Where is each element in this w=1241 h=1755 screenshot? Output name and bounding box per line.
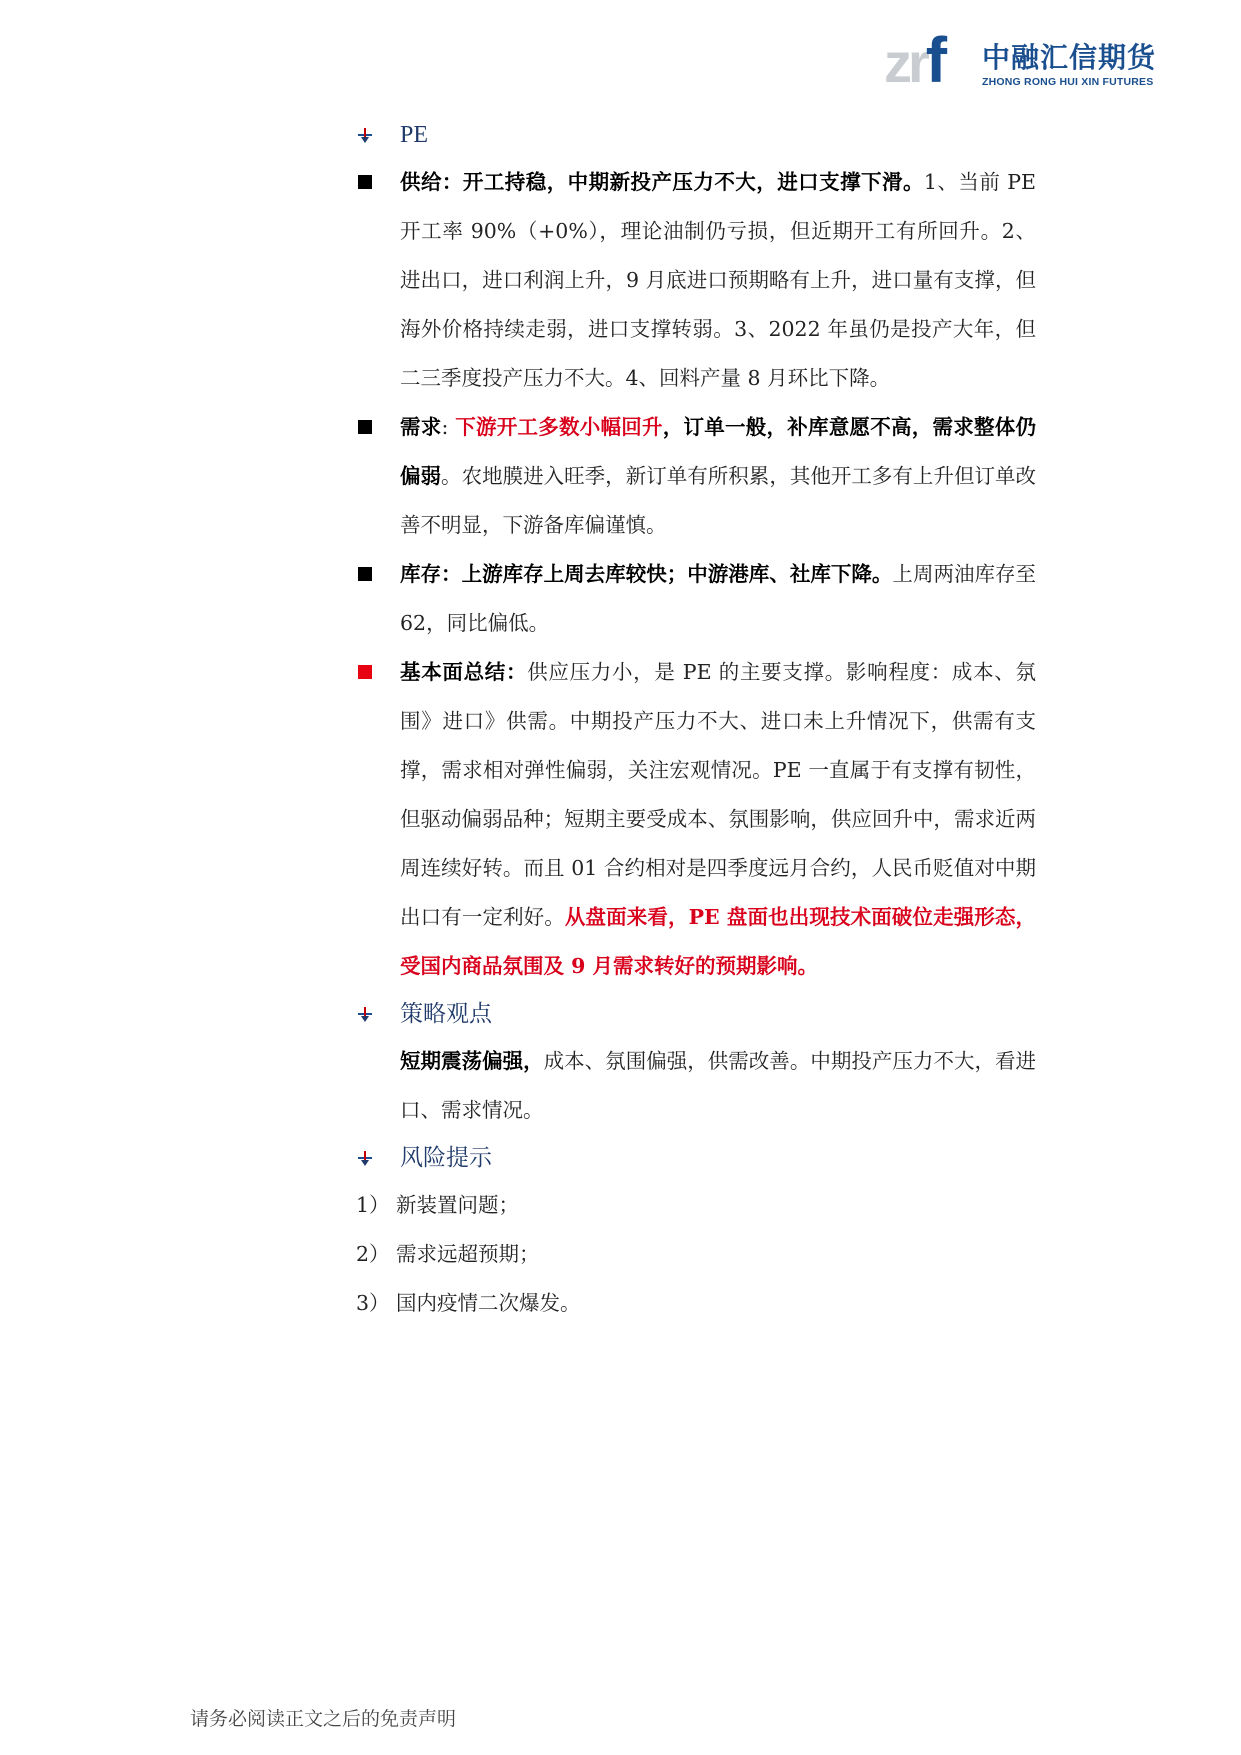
list-item: 1） 新装置问题； [356,1193,520,1217]
section-heading-pe [356,112,1036,158]
arrow-bullet-icon [356,126,374,144]
main-content [356,112,1036,1328]
demand-label: 需求 [400,415,442,439]
supply-body: 1、当前 PE 开工率 90%（+0%），理论油制仍亏损，但近期开工有所回升。2、进出口，进口利润上升，9 月底进口预期略有上升，进口量有支撑，但海外价格持续走弱，进口支撑转弱。3、2022 年虽仍是投产大年，但二三季度投产压力不大。4、回料产量 8 月环比下降。 [400,170,1037,390]
arrow-bullet-icon [356,1149,374,1167]
demand-body: 。农地膜进入旺季，新订单有所积累，其他开工多有上升但订单改善不明显，下游备库偏谨慎。 [400,464,1037,537]
arrow-bullet-icon [356,1005,374,1023]
supply-paragraph [356,158,1036,403]
section-title: 策略观点 [400,1001,492,1027]
supply-label: 供给： [400,170,463,194]
red-square-bullet-icon [358,665,372,679]
summary-label: 基本面总结： [400,660,528,684]
inventory-body: 上周两油库存至 62，同比偏低。 [400,562,1037,635]
demand-colon: : [441,415,456,439]
strategy-headline: 短期震荡偏强， [400,1049,544,1073]
summary-body: 供应压力小，是 PE 的主要支撑。影响程度：成本、氛围》进口》供需。中期投产压力不大、进口未上升情况下，供需有支撑，需求相对弹性偏弱，关注宏观情况。PE 一直属于有支撑有韧性，但驱动偏弱品种；短期主要受成本、氛围影响，供应回升中，需求近两周连续好转。而且 01 合约相对是四季度远月合约，人民币贬值对中期出口有一定利好。 [400,660,1037,929]
logo-mark-z: z [884,31,908,94]
list-item: 2） 需求远超预期； [356,1242,540,1266]
square-bullet-icon [358,567,372,581]
company-name-en: ZHONG RONG HUI XIN FUTURES [982,76,1154,88]
demand-paragraph [356,403,1036,550]
section-title: 风险提示 [400,1145,492,1171]
square-bullet-icon [358,175,372,189]
list-item: 3） 国内疫情二次爆发。 [356,1291,581,1315]
section-heading-risk [356,1135,1036,1181]
logo-mark [884,24,944,96]
summary-highlight: 从盘面来看，PE 盘面也出现技术面破位走强形态，受国内商品氛围及 9 月需求转好的预期影响。 [400,905,1036,978]
inventory-label: 库存： [400,562,462,586]
summary-paragraph [356,648,1036,991]
strategy-paragraph [356,1037,1036,1135]
logo-mark-r: r [908,31,926,94]
supply-headline: 开工持稳，中期新投产压力不大，进口支撑下滑。 [462,170,924,194]
demand-highlight: 下游开工多数小幅回升 [455,415,663,439]
section-heading-strategy [356,991,1036,1037]
risk-list [356,1181,1036,1328]
disclaimer-footer: 请务必阅读正文之后的免责声明 [190,1708,457,1730]
demand-headline: ，订单一般，补库意愿不高，需求整体仍偏弱 [400,415,1037,488]
company-logo [884,24,1160,96]
company-name-cn: 中融汇信期货 [982,41,1157,74]
inventory-paragraph [356,550,1036,648]
logo-mark-f: f [925,24,944,96]
square-bullet-icon [358,420,372,434]
inventory-headline: 上游库存上周去库较快；中游港库、社库下降。 [461,562,893,586]
section-title: PE [400,122,429,148]
strategy-body: 成本、氛围偏强，供需改善。中期投产压力不大，看进口、需求情况。 [400,1049,1037,1122]
